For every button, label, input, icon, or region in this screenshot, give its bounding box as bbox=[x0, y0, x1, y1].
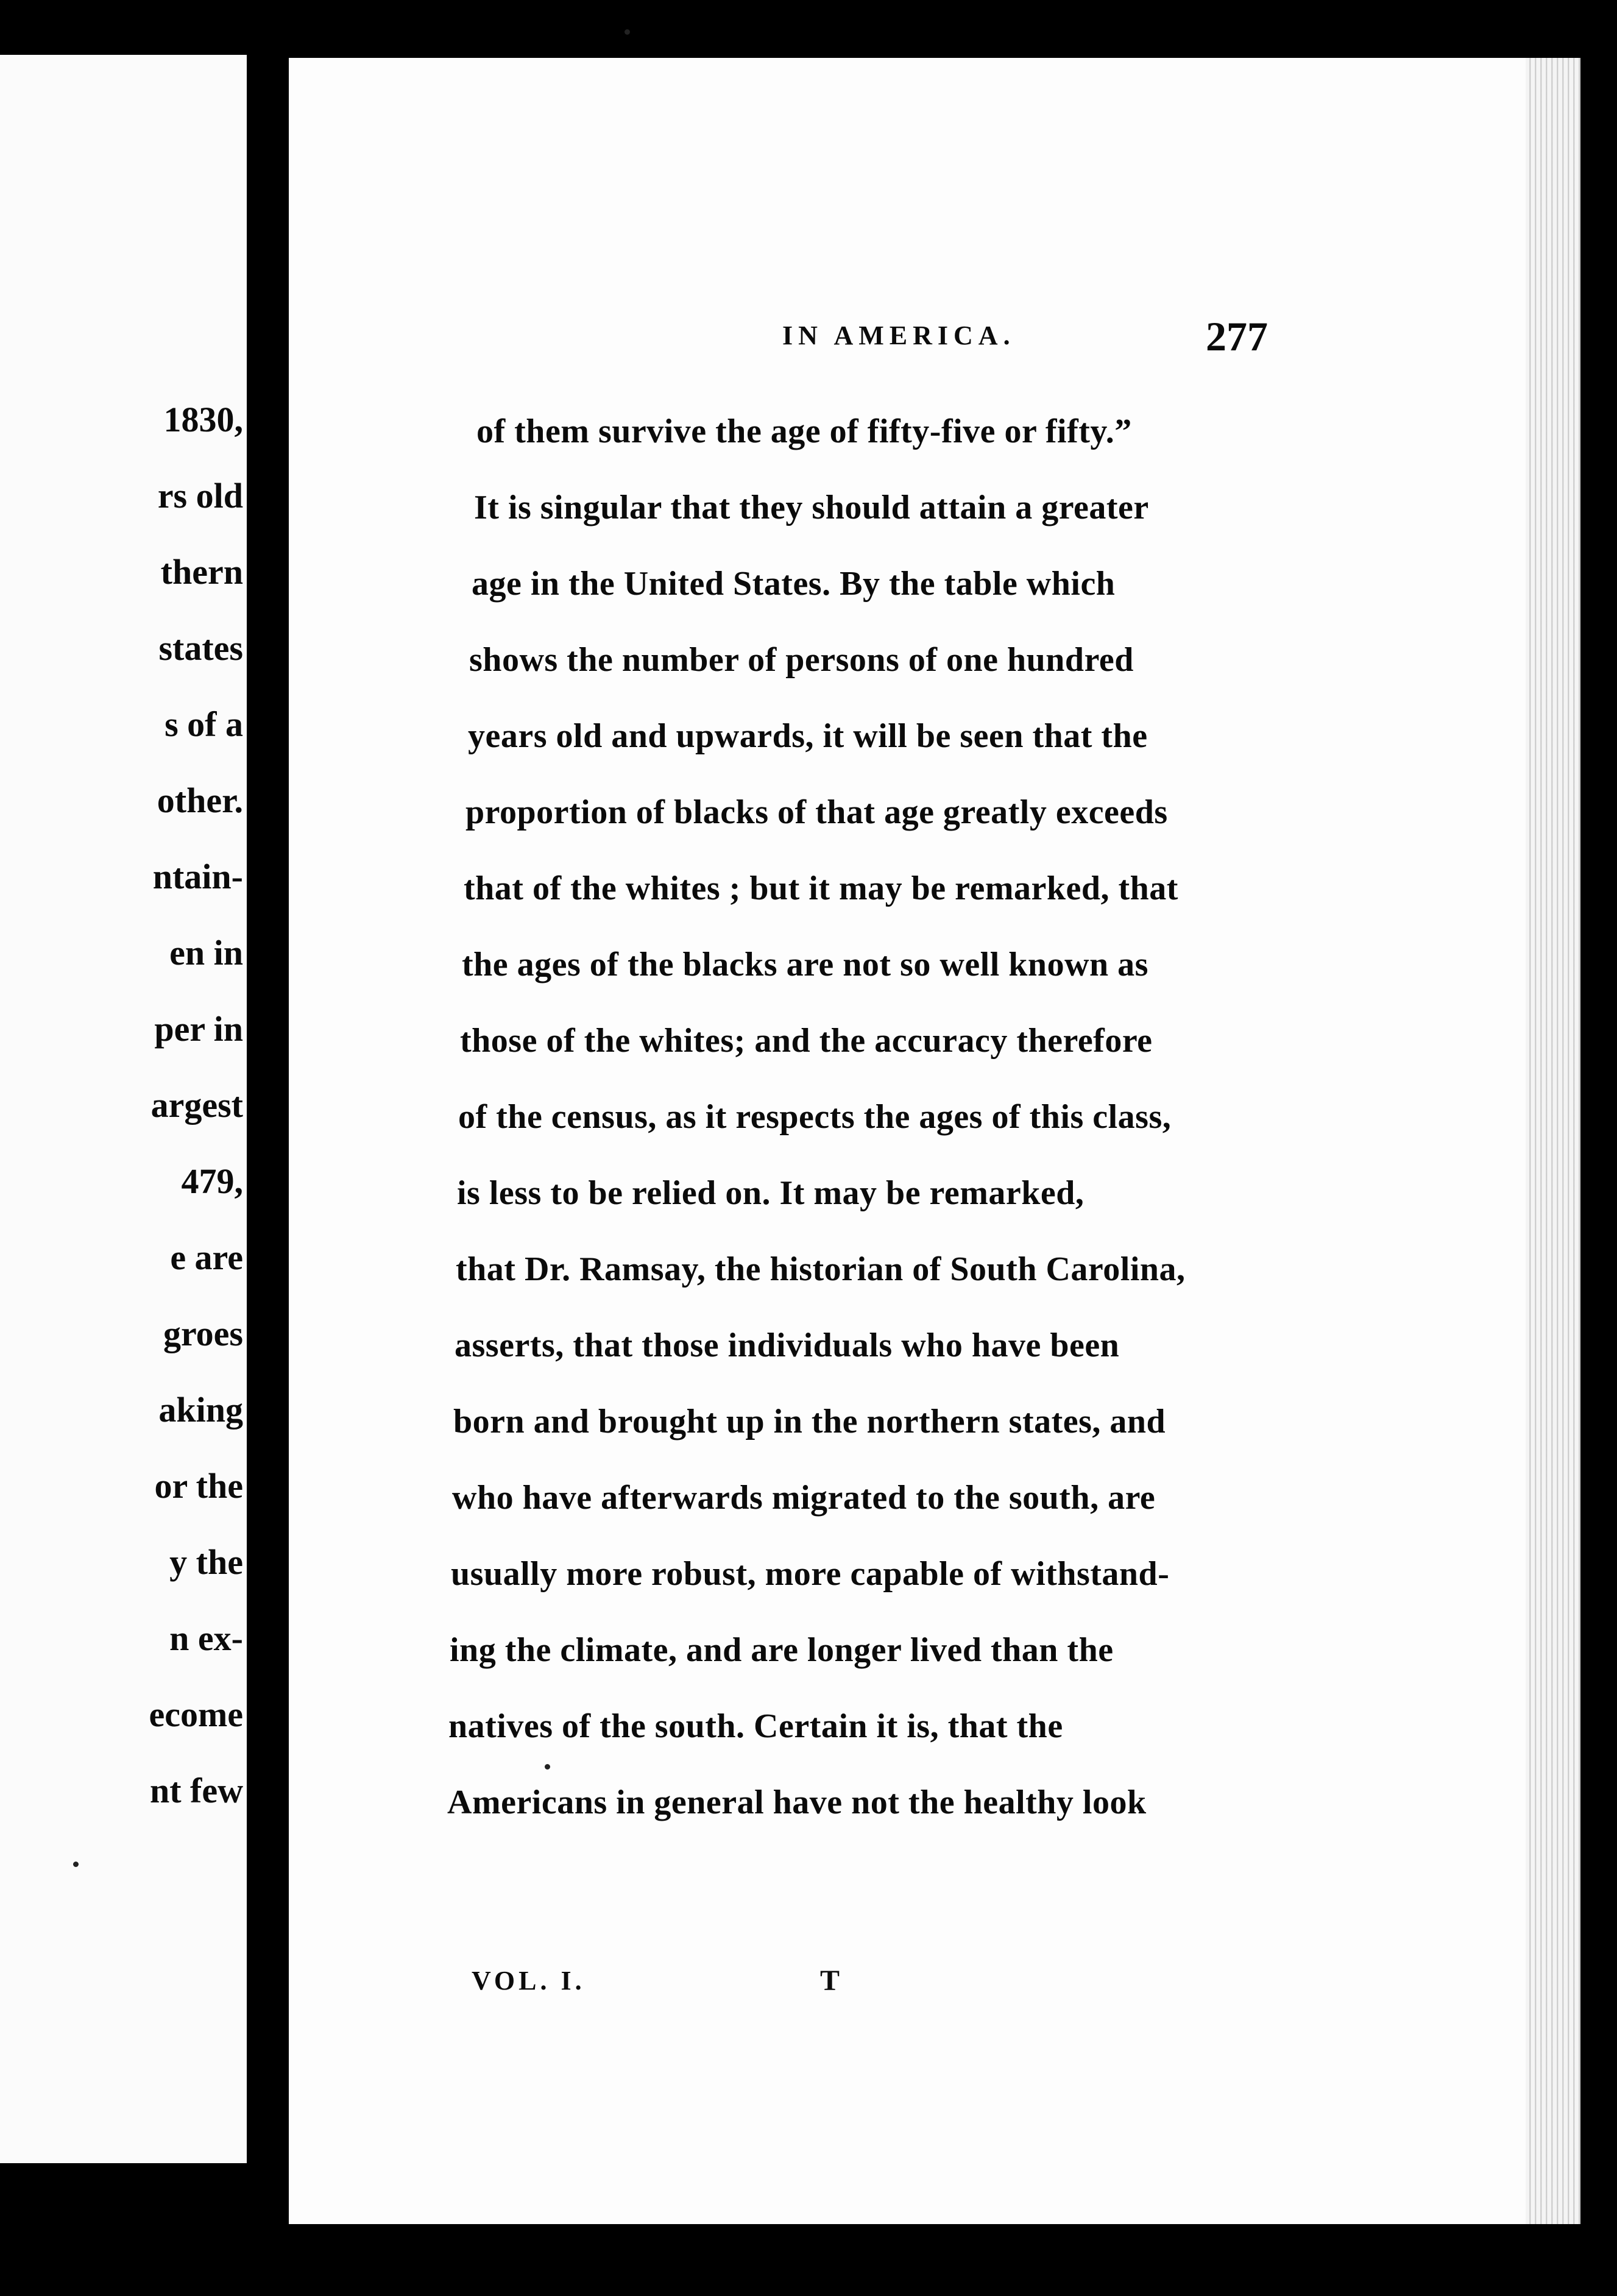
body-text-line: Americans in general have not the healthy look bbox=[447, 1784, 1147, 1821]
left-page-line: ntain- bbox=[152, 857, 243, 896]
left-page-line: 479, bbox=[181, 1161, 243, 1201]
body-text-line: years old and upwards, it will be seen that the bbox=[468, 717, 1148, 755]
body-text-line: age in the United States. By the table which bbox=[472, 565, 1116, 603]
left-page-line: aking bbox=[158, 1390, 243, 1430]
body-text-line: asserts, that those individuals who have been bbox=[455, 1327, 1120, 1364]
left-page-line: groes bbox=[163, 1314, 243, 1353]
left-page-line: ecome bbox=[149, 1695, 243, 1734]
left-page-line: s of a bbox=[165, 704, 243, 744]
body-text-line: that of the whites ; but it may be remarked, that bbox=[464, 870, 1178, 907]
body-text-line: shows the number of persons of one hundred bbox=[469, 641, 1134, 679]
body-text-line: ing the climate, and are longer lived than the bbox=[450, 1631, 1114, 1669]
right-main-page bbox=[289, 58, 1580, 2224]
body-text-line: that Dr. Ramsay, the historian of South Carolina, bbox=[456, 1250, 1186, 1288]
body-text-line: is less to be relied on. It may be remarked, bbox=[457, 1174, 1084, 1212]
left-page-line: y the bbox=[169, 1542, 243, 1582]
body-text-line: usually more robust, more capable of withstand- bbox=[451, 1555, 1170, 1593]
running-head: IN AMERICA. bbox=[782, 321, 1016, 350]
left-page-line: per in bbox=[154, 1009, 243, 1049]
body-text-line: natives of the south. Certain it is, that the bbox=[448, 1707, 1063, 1745]
body-text-line: of them survive the age of fifty-five or fifty.” bbox=[476, 413, 1132, 450]
signature-mark: VOL. I. bbox=[472, 1966, 586, 1996]
left-page-line: thern bbox=[160, 552, 243, 592]
body-text-line: who have afterwards migrated to the south, are bbox=[452, 1479, 1156, 1517]
body-text-line: the ages of the blacks are not so well known as bbox=[462, 946, 1148, 983]
ink-speck bbox=[625, 29, 630, 35]
left-page-line: rs old bbox=[157, 476, 243, 516]
left-page-line: n ex- bbox=[169, 1618, 243, 1658]
left-page-line: argest bbox=[150, 1085, 243, 1125]
signature-letter: T bbox=[820, 1965, 840, 1997]
left-page-line: other. bbox=[157, 781, 243, 820]
body-text-line: those of the whites; and the accuracy therefore bbox=[460, 1022, 1153, 1060]
left-page-line: or the bbox=[154, 1466, 243, 1506]
body-text-line: born and brought up in the northern states, and bbox=[453, 1403, 1166, 1440]
body-text-line: It is singular that they should attain a greater bbox=[474, 489, 1149, 526]
ink-speck bbox=[545, 1764, 550, 1770]
left-page-line: states bbox=[158, 628, 243, 668]
left-page-line: nt few bbox=[149, 1771, 243, 1810]
left-page-line: e are bbox=[170, 1238, 243, 1277]
left-page-line: en in bbox=[169, 933, 243, 973]
page-edge-stack bbox=[1526, 58, 1580, 2224]
body-text-line: of the census, as it respects the ages of this class, bbox=[458, 1098, 1172, 1136]
ink-speck bbox=[73, 1862, 79, 1867]
left-page-line: 1830, bbox=[163, 400, 243, 439]
book-gutter bbox=[247, 49, 289, 2242]
body-text-line: proportion of blacks of that age greatly exceeds bbox=[465, 793, 1168, 831]
page-number: 277 bbox=[1206, 313, 1268, 360]
left-facing-page bbox=[0, 55, 247, 2163]
